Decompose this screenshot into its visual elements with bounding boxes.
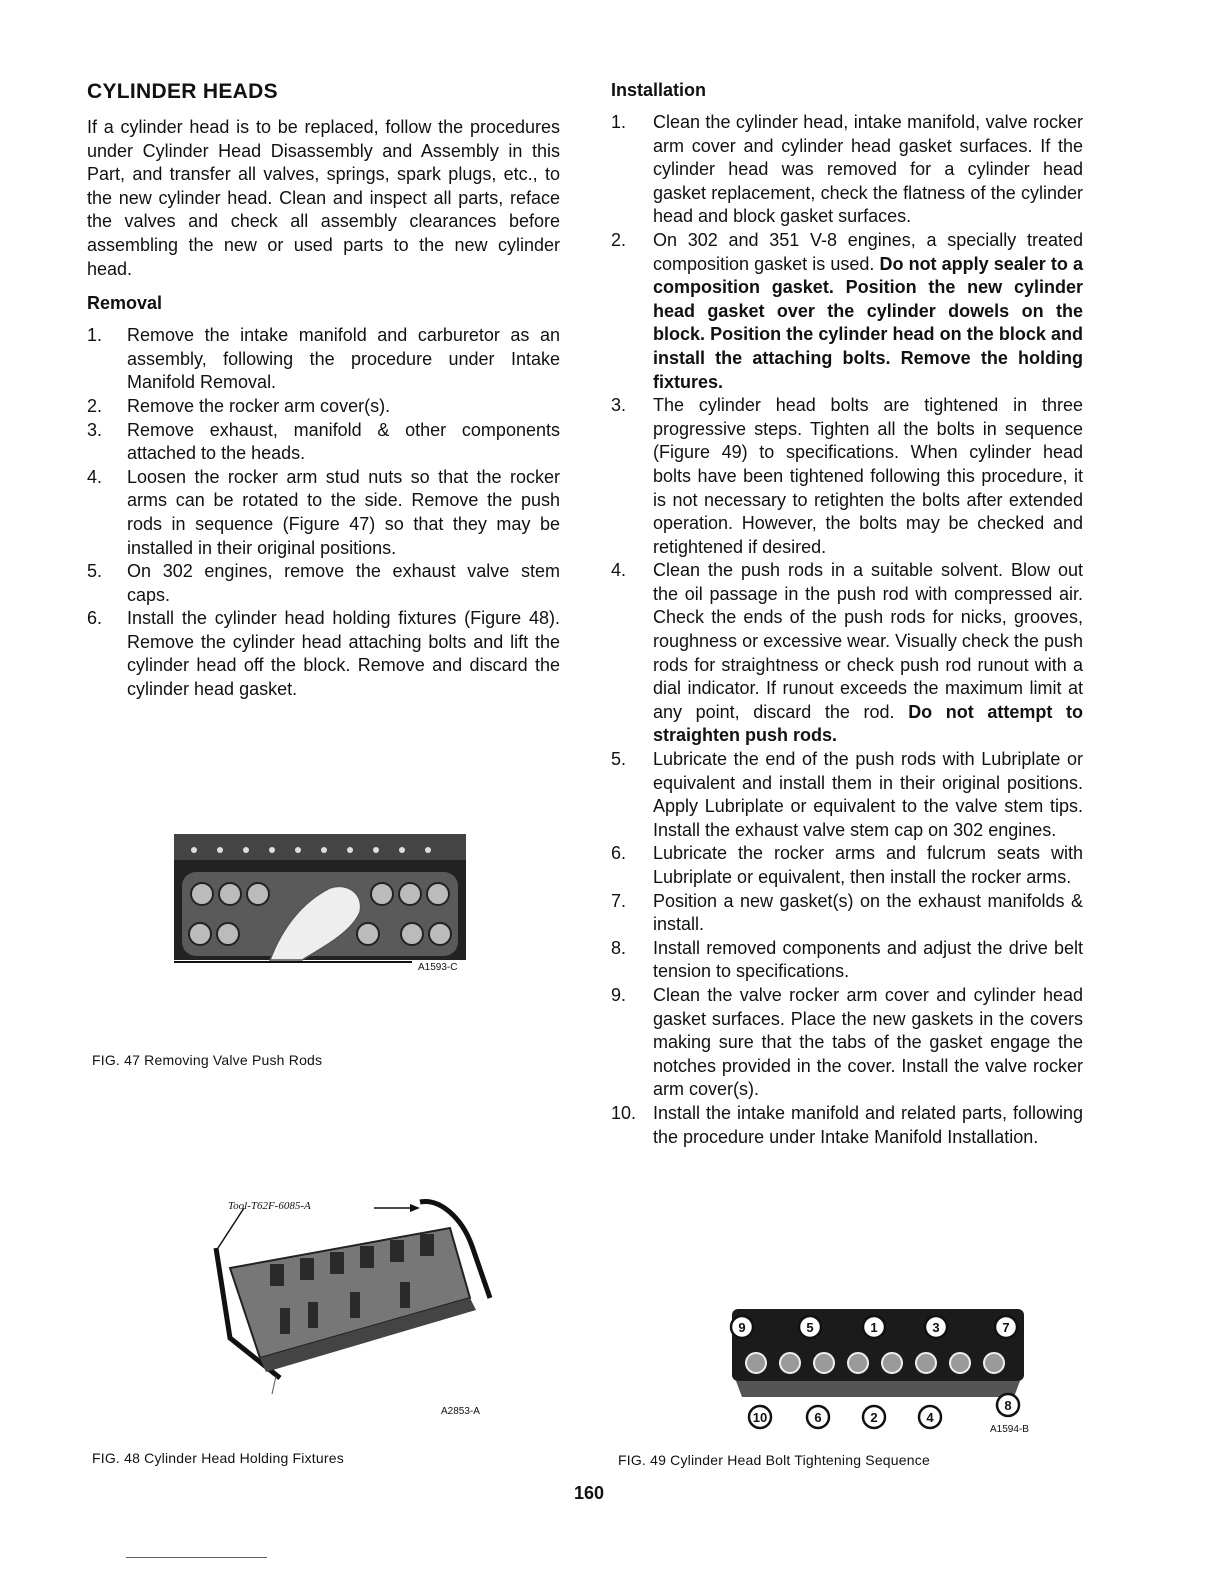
bolt-number: 10 <box>752 1410 768 1425</box>
installation-step: 8. Install removed components and adjust the drive belt tension to specifications. <box>611 937 1083 982</box>
bolt-number: 4 <box>926 1410 934 1425</box>
figure-49-bolt-sequence <box>728 1305 1028 1435</box>
removal-step: 1. Remove the intake manifold and carburetor as an assembly, following the procedure under Intake Manifold Removal. <box>87 325 560 393</box>
installation-step: 10. Install the intake manifold and related parts, following the procedure under Intake Manifold Installation. <box>611 1102 1083 1147</box>
installation-step: 7. Position a new gasket(s) on the exhaust manifolds & install. <box>611 890 1083 935</box>
installation-step: 9. Clean the valve rocker arm cover and cylinder head gasket surfaces. Place the new gaskets in the covers making sure that the tabs of the gasket engage the notches provided in the cover. Install the valve rocker arm cover(s). <box>611 984 1083 1100</box>
section-title: CYLINDER HEADS <box>87 80 278 103</box>
removal-step: 4. Loosen the rocker arm stud nuts so that the rocker arms can be rotated to the side. Remove the push rods in sequence (Figure 47) so that they may be installed in their original positions. <box>87 466 560 558</box>
bolt-sequence-illustration <box>728 1305 1028 1435</box>
installation-step: 6. Lubricate the rocker arms and fulcrum seats with Lubriplate or equivalent, then install the rocker arms. <box>611 843 1083 887</box>
holding-fixture-illustration <box>200 1188 500 1398</box>
fig-49-code: A1594-B <box>990 1424 1029 1435</box>
right-column <box>611 80 1083 1149</box>
installation-steps <box>611 111 1083 1149</box>
removal-step: 3. Remove exhaust, manifold & other components attached to the heads. <box>87 419 560 464</box>
installation-step: 2. On 302 and 351 V-8 engines, a specially treated composition gasket is used. Do not apply sealer to a composition gasket. Position the new cylinder head gasket over the cylinder dowels on the block. Position the cylinder head on the block and install the attaching bolts. Remove the holding fixtures. <box>611 229 1083 392</box>
intro-paragraph: If a cylinder head is to be replaced, follow the procedures under Cylinder Head Disassembly and Assembly in this Part, and transfer all valves, springs, spark plugs, etc., to the new cylinder head. Clean and inspect all parts, reface the valves and check all assembly clearances before assembling the new or used parts to the new cylinder head. <box>87 117 560 279</box>
installation-step: 3. The cylinder head bolts are tightened in three progressive steps. Tighten all the bolts in sequence (Figure 49) to specifications. When cylinder head bolts have been tightened following this procedure, it is not necessary to retighten the bolts after extended operation. However, the bolts may be checked and retightened if desired. <box>611 395 1083 557</box>
installation-step: 4. Clean the push rods in a suitable solvent. Blow out the oil passage in the push rod with compressed air. Check the ends of the push rods for nicks, grooves, roughness or excessive wear. Visually check the push rods for straightness or check push rod runout with a dial indicator. If runout exceeds the maximum limit at any point, discard the rod. Do not attempt to straighten push rods. <box>611 560 1083 746</box>
bolt-number: 2 <box>870 1410 878 1425</box>
installation-step: 5. Lubricate the end of the push rods with Lubriplate or equivalent and install them in their original positions. Apply Lubriplate or equivalent to the valve stem tips. Install the exhaust valve stem cap on 302 engines. <box>611 749 1083 840</box>
bolt-number: 7 <box>1002 1320 1010 1335</box>
bolt-number: 9 <box>738 1320 746 1335</box>
bolt-number: 3 <box>932 1320 940 1335</box>
fig-48-caption: FIG. 48 Cylinder Head Holding Fixtures <box>92 1450 344 1466</box>
figure-47-push-rods-photo <box>172 832 472 974</box>
bolt-number: 8 <box>1004 1398 1012 1413</box>
fig-49-caption: FIG. 49 Cylinder Head Bolt Tightening Sequence <box>618 1452 930 1468</box>
installation-step: 1. Clean the cylinder head, intake manifold, valve rocker arm cover and cylinder head gasket surfaces. If the cylinder head was removed for a cylinder head gasket replacement, check the flatness of the cylinder head and block gasket surfaces. <box>611 112 1083 227</box>
fig-47-caption: FIG. 47 Removing Valve Push Rods <box>92 1052 323 1068</box>
removal-heading: Removal <box>87 293 163 314</box>
removal-steps <box>87 324 560 702</box>
fig-48-code: A2853-A <box>441 1406 480 1417</box>
removal-step: 2. Remove the rocker arm cover(s). <box>87 395 391 416</box>
footer-divider <box>126 1557 267 1558</box>
fig-47-code: A1593-C <box>418 962 458 973</box>
fig-48-tool-label: Tool-T62F-6085-A <box>228 1200 311 1212</box>
removal-step: 5. On 302 engines, remove the exhaust valve stem caps. <box>87 561 560 605</box>
page-number: 160 <box>574 1483 605 1503</box>
left-column <box>87 80 560 702</box>
cylinder-head-push-rods-illustration <box>172 832 472 974</box>
installation-heading: Installation <box>611 80 707 100</box>
bolt-number: 6 <box>814 1410 822 1425</box>
figure-48-holding-fixtures <box>200 1188 500 1398</box>
bolt-number: 1 <box>870 1320 878 1335</box>
bolt-number: 5 <box>806 1320 814 1335</box>
removal-step: 6. Install the cylinder head holding fixtures (Figure 48). Remove the cylinder head attaching bolts and lift the cylinder head off the block. Remove and discard the cylinder head gasket. <box>87 608 560 700</box>
